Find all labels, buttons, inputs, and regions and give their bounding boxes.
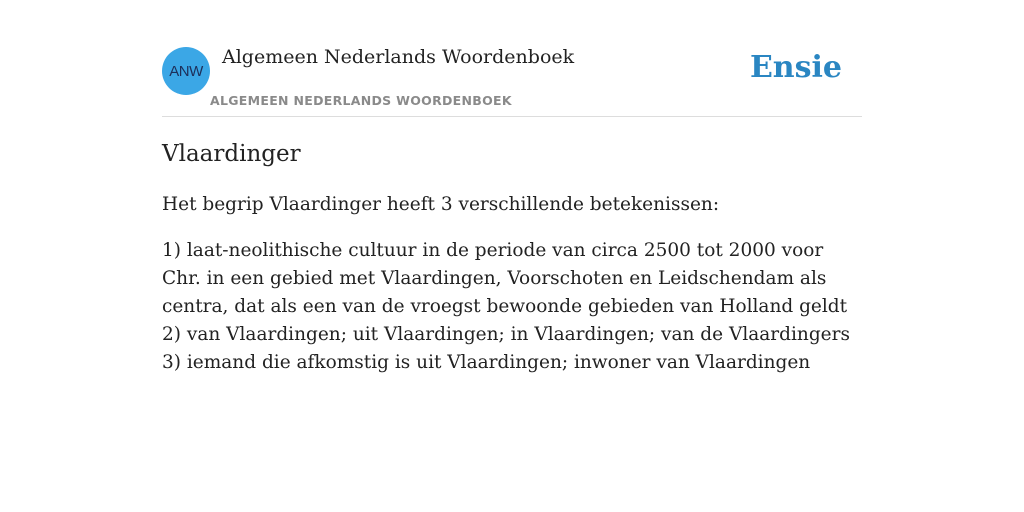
source-title[interactable]: Algemeen Nederlands Woordenboek bbox=[222, 46, 575, 68]
page bbox=[162, 0, 862, 377]
meaning-item: 1) laat-neolithische cultuur in de periode van circa 2500 tot 2000 voor Chr. in een gebied met Vlaardingen, Voorschoten en Leidschendam als centra, dat als een van de vroegst bewoonde gebieden van Holland geldt bbox=[162, 240, 848, 317]
meaning-item: 2) van Vlaardingen; uit Vlaardingen; in Vlaardingen; van de Vlaardingers bbox=[162, 324, 850, 345]
intro-text: Het begrip Vlaardinger heeft 3 verschillende betekenissen: bbox=[162, 194, 720, 215]
ensie-logo-link[interactable]: Ensie bbox=[749, 50, 842, 85]
source-subtitle: ALGEMEEN NEDERLANDS WOORDENBOEK bbox=[210, 93, 512, 108]
header bbox=[162, 0, 862, 117]
page-title: Vlaardinger bbox=[162, 141, 301, 167]
meanings-list bbox=[162, 237, 862, 377]
anw-logo-icon[interactable]: ANW bbox=[162, 47, 210, 95]
meaning-item: 3) iemand die afkomstig is uit Vlaardingen; inwoner van Vlaardingen bbox=[162, 352, 811, 373]
